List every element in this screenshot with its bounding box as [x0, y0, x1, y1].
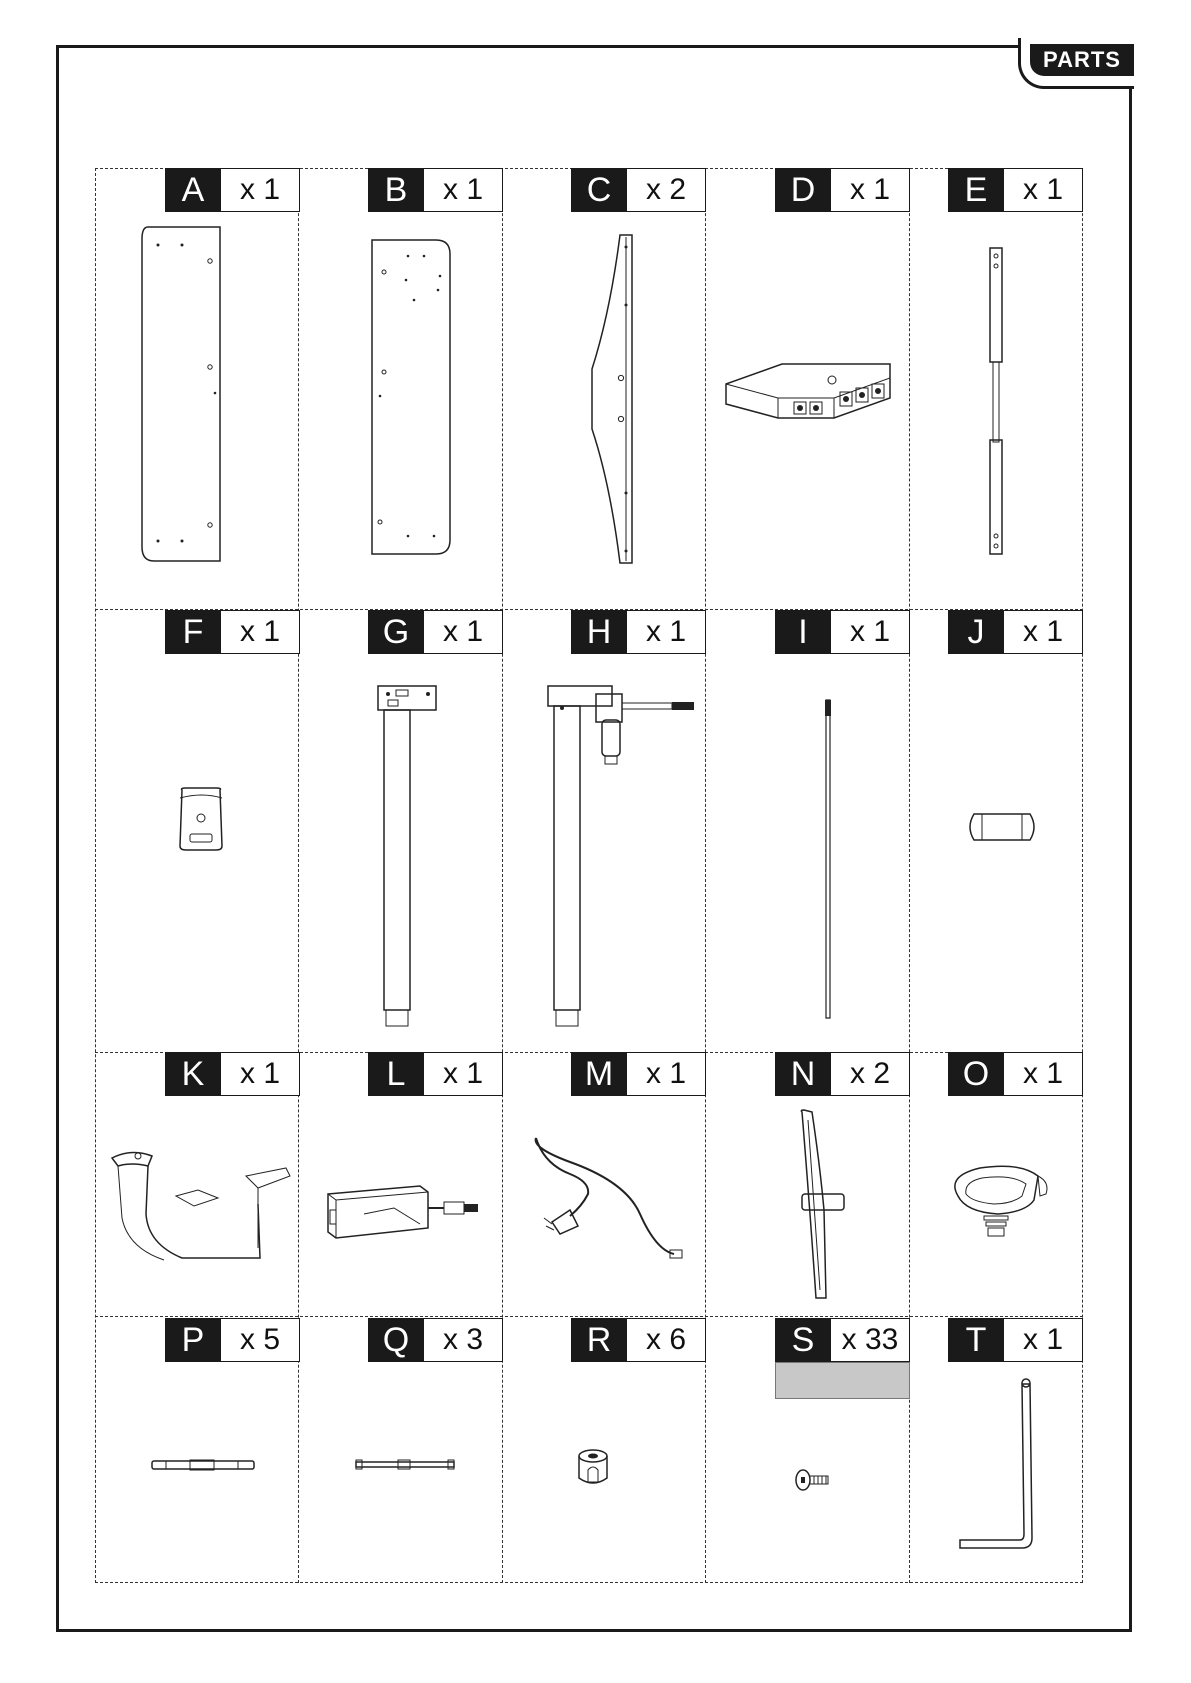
coupler-icon [964, 810, 1040, 844]
connector-bolt-icon [354, 1458, 456, 1470]
part-label-l [368, 1052, 503, 1096]
part-quantity: x 3 [424, 1318, 503, 1362]
part-letter: D [775, 168, 831, 212]
part-letter: P [165, 1318, 221, 1362]
grid-line [95, 1316, 1083, 1317]
part-quantity: x 1 [627, 610, 706, 654]
part-quantity: x 1 [1004, 610, 1083, 654]
panel-plate-icon [138, 225, 228, 563]
hex-shaft-icon [818, 698, 838, 1020]
part-letter: I [775, 610, 831, 654]
part-label-i [775, 610, 910, 654]
power-cord-icon [530, 1134, 686, 1262]
screw-icon [794, 1468, 832, 1492]
motor-leg-icon [546, 684, 696, 1030]
part-quantity: x 33 [831, 1318, 910, 1362]
part-label-j [948, 610, 1083, 654]
part-quantity: x 5 [221, 1318, 300, 1362]
part-letter: E [948, 168, 1004, 212]
part-letter: Q [368, 1318, 424, 1362]
part-label-o [948, 1052, 1083, 1096]
part-quantity: x 1 [221, 168, 300, 212]
part-letter: T [948, 1318, 1004, 1362]
part-letter: G [368, 610, 424, 654]
grid-line [95, 168, 96, 1583]
part-quantity: x 1 [1004, 1318, 1083, 1362]
part-letter: F [165, 610, 221, 654]
part-letter: O [948, 1052, 1004, 1096]
cam-lock-icon [576, 1448, 610, 1488]
part-quantity: x 1 [831, 168, 910, 212]
part-label-h [571, 610, 706, 654]
part-letter: K [165, 1052, 221, 1096]
part-label-s [775, 1318, 910, 1362]
part-letter: J [948, 610, 1004, 654]
leg-column-icon [376, 684, 440, 1030]
side-bracket-icon [590, 233, 640, 565]
grid-line [298, 168, 299, 1583]
part-letter: R [571, 1318, 627, 1362]
part-letter: N [775, 1052, 831, 1096]
part-letter: B [368, 168, 424, 212]
allen-key-icon [956, 1378, 1046, 1554]
part-quantity: x 1 [1004, 168, 1083, 212]
part-letter: M [571, 1052, 627, 1096]
part-letter: L [368, 1052, 424, 1096]
cable-tray-icon [108, 1148, 294, 1264]
parts-tab-label: PARTS [1030, 44, 1134, 76]
part-quantity: x 1 [424, 610, 503, 654]
control-box-icon [722, 358, 892, 426]
part-label-c [571, 168, 706, 212]
part-label-m [571, 1052, 706, 1096]
part-quantity: x 2 [831, 1052, 910, 1096]
part-letter: A [165, 168, 221, 212]
part-quantity: x 1 [424, 168, 503, 212]
clip-bracket-icon [176, 786, 226, 852]
grid-line [95, 1582, 1083, 1583]
part-label-a [165, 168, 300, 212]
part-label-n [775, 1052, 910, 1096]
part-label-k [165, 1052, 300, 1096]
part-label-p [165, 1318, 300, 1362]
part-quantity: x 1 [627, 1052, 706, 1096]
part-quantity: x 6 [627, 1318, 706, 1362]
power-adapter-icon [324, 1178, 484, 1242]
part-label-q [368, 1318, 503, 1362]
part-label-e [948, 168, 1083, 212]
dowel-icon [150, 1458, 256, 1472]
part-quantity: x 1 [424, 1052, 503, 1096]
part-quantity: x 2 [627, 168, 706, 212]
part-label-d [775, 168, 910, 212]
part-label-t [948, 1318, 1083, 1362]
crossbar-icon [986, 246, 1006, 556]
part-letter: S [775, 1318, 831, 1362]
part-quantity: x 1 [1004, 1052, 1083, 1096]
part-label-g [368, 610, 503, 654]
part-quantity: x 1 [221, 610, 300, 654]
part-quantity: x 1 [831, 610, 910, 654]
part-label-f [165, 610, 300, 654]
part-quantity: x 1 [221, 1052, 300, 1096]
cable-clip-icon [950, 1160, 1054, 1246]
grid-line [705, 168, 706, 1583]
foot-icon [796, 1110, 850, 1300]
grid-line [502, 168, 503, 1583]
panel-plate-icon [370, 238, 454, 556]
part-letter: C [571, 168, 627, 212]
part-label-r [571, 1318, 706, 1362]
grid-line [1082, 168, 1083, 1583]
s-gray-bar [775, 1362, 910, 1399]
part-letter: H [571, 610, 627, 654]
part-label-b [368, 168, 503, 212]
